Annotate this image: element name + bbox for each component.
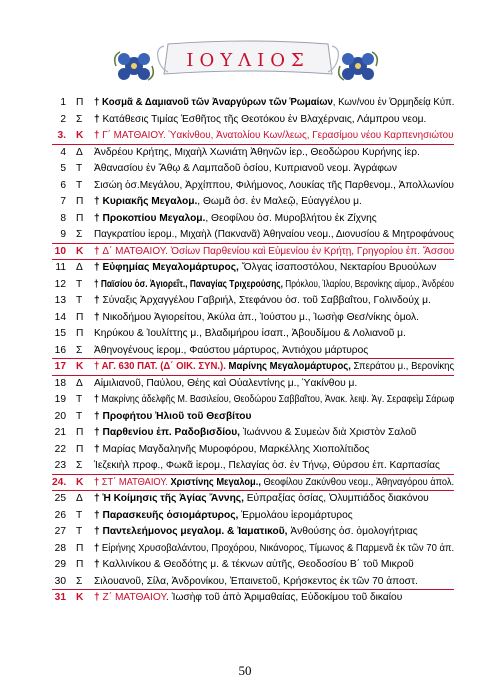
calendar-row: [52, 458, 454, 475]
feast-text: [94, 244, 454, 261]
calendar-row: [52, 211, 454, 228]
calendar-row: [52, 359, 454, 376]
cross-symbol: †: [94, 295, 103, 306]
feast-text: [94, 458, 454, 475]
feast-segment: Κοσμᾶ & Δαμιανοῦ τῶν Ἀναργύρων τῶν Ῥωμαίων: [102, 97, 333, 108]
feast-text: [94, 409, 454, 426]
weekday-letter: Τ: [76, 526, 83, 537]
day-number: 20: [54, 410, 66, 422]
weekday-letter: Τ: [76, 410, 83, 422]
right-floral-ornament-icon: [336, 46, 380, 86]
day-number: 5: [60, 163, 66, 174]
weekday-letter: Δ: [76, 146, 83, 158]
feast-segment: Κυριακῆς Μεγαλομ.: [102, 196, 198, 207]
feast-segment: ΑΓ. 630 ΠΑΤ. (Δ΄ ΟΙΚ. ΣΥΝ.).: [101, 361, 229, 372]
day-number: 27: [54, 526, 66, 537]
cross-symbol: †: [94, 509, 103, 521]
feast-text: [94, 541, 454, 558]
feast-segment: Ζ΄ ΜΑΤΘΑΙΟΥ: [102, 592, 166, 603]
calendar-row: [52, 178, 454, 195]
weekday-letter: Π: [76, 559, 84, 570]
feast-segment: Σπεράτου μ., Βερονίκης: [350, 361, 454, 372]
day-number: 23: [54, 460, 66, 471]
cross-symbol: †: [94, 262, 103, 273]
cross-symbol: †: [94, 427, 103, 438]
weekday-letter: Κ: [76, 130, 84, 141]
calendar-row: [52, 277, 454, 294]
feast-segment: Παϊσίου ὁσ. Ἁγιορεΐτ., Παναγίας Τριχερούσης,: [100, 278, 283, 290]
cross-symbol: †: [94, 196, 103, 207]
cross-symbol: †: [94, 278, 101, 290]
day-number: 16: [54, 344, 66, 356]
weekday-letter: Τ: [76, 278, 83, 290]
calendar-row: [52, 244, 454, 261]
feast-segment: Μαρίνης Μεγαλομάρτυρος,: [228, 361, 351, 372]
day-number: 19: [54, 394, 66, 405]
month-title: ΙΟΥΛΙΟΣ: [186, 50, 310, 71]
weekday-letter: Π: [76, 427, 84, 438]
day-number: 31: [54, 592, 66, 603]
day-number: 29: [54, 559, 66, 570]
day-number: 10: [54, 245, 66, 257]
calendar-row: [52, 326, 454, 343]
feast-segment: Ὄλγας ἰσαποστόλου, Νεκταρίου Βρυούλων: [238, 262, 437, 273]
feast-text: [94, 475, 454, 492]
weekday-letter: Π: [76, 443, 84, 455]
feast-segment: Μακρίνης ἀδελφῆς Μ. Βασιλείου, Θεοδώρου Σαββαΐτου, Ἀνακ. λειψ. Ἁγ. Σεραφεὶμ Σάρωφ: [101, 394, 454, 405]
feast-text: [94, 145, 454, 162]
day-number: 21: [54, 427, 66, 438]
calendar-row: [52, 145, 454, 162]
month-banner: [150, 38, 346, 82]
day-number: 4: [60, 146, 66, 158]
day-number: 8: [60, 212, 66, 224]
feast-segment: Παντελεήμονος μεγαλομ. & Ἰαματικοῦ,: [102, 526, 288, 537]
feast-text: [94, 310, 454, 327]
feast-segment: Εἰρήνης Χρυσοβαλάντου, Προχόρου, Νικάνορος, Τίμωνος & Παρμενᾶ ἐκ τῶν 70 ἀπ.: [101, 542, 454, 554]
cross-symbol: †: [94, 476, 102, 488]
feast-text: [94, 128, 454, 145]
weekday-letter: Π: [76, 212, 84, 224]
feast-segment: ΣΤ΄ ΜΑΤΘΑΙΟΥ.: [101, 476, 171, 488]
calendar-row: [52, 475, 454, 492]
feast-segment: Αἰμιλιανοῦ, Παύλου, Θέης καὶ Οὐαλεντίνης μ., Ὑακίνθου μ.: [94, 377, 358, 389]
calendar-row: [52, 392, 454, 409]
page-number: 50: [238, 663, 252, 678]
feast-text: [94, 178, 454, 195]
feast-segment: Ἰωάννου & Συμεὼν διὰ Χριστὸν Σαλοῦ: [240, 427, 417, 438]
feast-text: [94, 442, 454, 459]
feast-segment: , Κων/νου ἐν Ὀρμηδείᾳ Κύπ.: [332, 97, 454, 108]
weekday-letter: Τ: [76, 394, 83, 405]
weekday-letter: Τ: [76, 179, 83, 191]
left-floral-ornament-icon: [112, 46, 156, 86]
feast-segment: Ἑρμολάου ἱερομάρτυρος: [238, 509, 353, 521]
feast-segment: Ἀθηνογένους ἱερομ., Φαύστου μάρτυρος, Ἀντιόχου μάρτυρος: [94, 344, 369, 356]
feast-text: [94, 343, 454, 360]
weekday-letter: Κ: [76, 476, 84, 488]
calendar-row: [52, 590, 454, 607]
cross-symbol: †: [94, 311, 103, 323]
day-number: 17: [54, 361, 66, 372]
day-number: 9: [60, 229, 66, 240]
day-number: 28: [54, 542, 66, 554]
calendar-row: [52, 260, 454, 277]
feast-segment: Σιλουανοῦ, Σίλα, Ἀνδρονίκου, Ἐπαινετοῦ, Κρήσκεντος ἐκ τῶν 70 ἀποστ.: [94, 575, 418, 587]
day-number: 24.: [52, 476, 67, 488]
calendar-row: [52, 376, 454, 393]
day-number: 12: [54, 278, 66, 290]
calendar-row: [52, 557, 454, 574]
feast-segment: Γ΄ ΜΑΤΘΑΙΟΥ: [102, 130, 164, 141]
day-number: 6: [60, 179, 66, 191]
weekday-letter: Κ: [76, 592, 84, 603]
weekday-letter: Σ: [76, 575, 83, 587]
calendar-row: [52, 128, 454, 145]
day-number: 22: [54, 443, 66, 455]
feast-text: [94, 376, 454, 393]
day-number: 25: [54, 493, 66, 504]
feast-text: [94, 574, 454, 591]
feast-text: [94, 211, 454, 228]
feast-text: [94, 359, 454, 376]
weekday-letter: Δ: [76, 493, 83, 504]
feast-text: [94, 590, 454, 607]
feast-segment: Σισώη ὁσ.Μεγάλου, Ἀρχίππου, Φιλήμονος, Λουκίας τῆς Παρθενομ., Ἀπολλωνίου: [94, 179, 454, 191]
feast-text: [94, 95, 454, 112]
feast-segment: . Ὁσίων Παρθενίου καὶ Εὐμενίου ἐν Κρήτῃ, Γρηγορίου ἐπ. Ἄσσου: [165, 245, 454, 257]
feast-segment: Προκοπίου Μεγαλομ.: [102, 212, 206, 224]
cross-symbol: †: [94, 113, 103, 125]
feast-segment: Νικοδήμου Ἁγιορείτου, Ἀκύλα ἀπ., Ἰούστου μ., Ἰωσὴφ Θεσ/νίκης ὁμολ.: [102, 311, 419, 323]
weekday-letter: Π: [76, 328, 84, 339]
day-number: 1: [60, 97, 66, 108]
day-number: 18: [54, 377, 66, 389]
feast-segment: Κατάθεσις Τιμίας Ἐσθῆτος τῆς Θεοτόκου ἐν Βλαχέρναις, Λάμπρου νεομ.: [102, 113, 427, 125]
feast-segment: Ἰεζεκιὴλ προφ., Φωκᾶ ἱερομ., Πελαγίας ὁσ. ἐν Τήνῳ, Θύρσου ἐπ. Καρπασίας: [94, 460, 440, 471]
cross-symbol: †: [94, 212, 103, 224]
feast-segment: Ἀνδρέου Κρήτης, Μιχαὴλ Χωνιάτη Ἀθηνῶν ἱερ., Θεοδώρου Κυρήνης ἱερ.: [94, 146, 420, 158]
feast-segment: Κηρύκου & Ἰουλίττης μ., Βλαδιμήρου ἰσαπ., Ἀβουδίμου & Λολιανοῦ μ.: [94, 328, 406, 339]
calendar-row: [52, 524, 454, 541]
feast-segment: Ἀθανασίου ἐν Ἄθῳ & Λαμπαδοῦ ὁσίου, Κυπριανοῦ νεομ. Ἀγράφων: [94, 163, 397, 174]
feast-segment: Δ΄ ΜΑΤΘΑΙΟΥ: [102, 245, 166, 257]
feast-text: [94, 293, 454, 310]
day-number: 7: [60, 196, 66, 207]
cross-symbol: †: [94, 443, 103, 455]
feast-segment: , Θωμᾶ ὁσ. ἐν Μαλεῷ, Εὐαγγέλου μ.: [197, 196, 362, 207]
calendar-row: [52, 425, 454, 442]
cross-symbol: †: [94, 559, 103, 570]
calendar-row: [52, 343, 454, 360]
day-number: 30: [54, 575, 66, 587]
feast-segment: Ἡ Κοίμησις τῆς Ἁγίας Ἄννης,: [102, 493, 244, 504]
feast-segment: Παρασκευῆς ὁσιομάρτυρος,: [102, 509, 239, 521]
weekday-letter: Σ: [76, 113, 83, 125]
feast-segment: . Ἰωσὴφ τοῦ ἀπὸ Ἀριμαθαίας, Εὐδοκίμου τοῦ δικαίου: [165, 592, 403, 603]
calendar-row: [52, 508, 454, 525]
feast-text: [94, 260, 454, 277]
feast-text: [94, 392, 454, 409]
weekday-letter: Π: [76, 311, 84, 323]
calendar-row: [52, 194, 454, 211]
day-number: 13: [54, 295, 66, 306]
day-number: 26: [54, 509, 66, 521]
feast-text: [94, 194, 454, 211]
day-number: 3.: [57, 130, 66, 141]
weekday-letter: Τ: [76, 163, 83, 174]
feast-segment: , Θεοφίλου ὁσ. Μυροβλήτου ἐκ Ζίχνης: [205, 212, 377, 224]
feast-segment: Θεοφίλου Ζακύνθου νεομ., Ἀθηναγόρου ἀπολ.: [260, 476, 454, 488]
weekday-letter: Δ: [76, 262, 83, 273]
weekday-letter: Σ: [76, 344, 83, 356]
cross-symbol: †: [94, 361, 102, 372]
weekday-letter: Π: [76, 196, 84, 207]
weekday-letter: Σ: [76, 229, 83, 240]
feast-segment: Εὐπραξίας ὁσίας, Ὀλυμπιάδος διακόνου: [243, 493, 429, 504]
calendar-list: [52, 95, 454, 607]
cross-symbol: †: [94, 394, 102, 405]
cross-symbol: †: [94, 410, 103, 422]
feast-text: [94, 277, 454, 294]
feast-segment: Ἀνθούσης ὁσ. ὁμολογήτριας: [287, 526, 418, 537]
calendar-row: [52, 442, 454, 459]
cross-symbol: †: [94, 130, 103, 141]
weekday-letter: Τ: [76, 509, 83, 521]
calendar-row: [52, 161, 454, 178]
weekday-letter: Κ: [76, 245, 84, 257]
calendar-row: [52, 95, 454, 112]
feast-segment: . Ὑακίνθου, Ἀνατολίου Κων/λεως, Γερασίμου νέου Καρπενησιώτου: [163, 130, 454, 141]
feast-text: [94, 557, 454, 574]
cross-symbol: †: [94, 493, 103, 504]
feast-text: [94, 425, 454, 442]
day-number: 15: [54, 328, 66, 339]
feast-segment: Μαρίας Μαγδαληνῆς Μυροφόρου, Μαρκέλλης Χιοπολίτιδος: [102, 443, 370, 455]
day-number: 2: [60, 113, 66, 125]
calendar-row: [52, 574, 454, 591]
feast-text: [94, 508, 454, 525]
calendar-row: [52, 227, 454, 244]
cross-symbol: †: [94, 542, 102, 554]
feast-text: [94, 112, 454, 129]
cross-symbol: †: [94, 526, 103, 537]
feast-segment: Παγκρατίου ἱερομ., Μιχαὴλ (Πακνανᾶ) Ἀθηναίου νεομ., Διονυσίου & Μητροφάνους: [94, 229, 454, 240]
feast-text: [94, 227, 454, 244]
weekday-letter: Π: [76, 542, 84, 554]
cross-symbol: †: [94, 592, 103, 603]
cross-symbol: †: [94, 97, 103, 108]
day-number: 14: [54, 311, 66, 323]
feast-text: [94, 491, 454, 508]
calendar-row: [52, 491, 454, 508]
cross-symbol: †: [94, 245, 103, 257]
calendar-row: [52, 409, 454, 426]
weekday-letter: Δ: [76, 377, 83, 389]
feast-segment: Προφήτου Ἠλιοῦ τοῦ Θεσβίτου: [102, 410, 252, 422]
feast-segment: Σύναξις Ἀρχαγγέλου Γαβριήλ, Στεφάνου ὁσ. τοῦ Σαββαΐτου, Γολινδούχ μ.: [102, 295, 431, 306]
feast-segment: Πρόκλου, Ἱλαρίου, Βερονίκης αἱμορ., Ἀνδρέου: [282, 278, 454, 290]
weekday-letter: Π: [76, 97, 84, 108]
feast-segment: Χριστίνης Μεγαλομ.,: [170, 476, 261, 488]
calendar-row: [52, 112, 454, 129]
feast-segment: Εὐφημίας Μεγαλομάρτυρος,: [102, 262, 239, 273]
feast-text: [94, 326, 454, 343]
calendar-row: [52, 541, 454, 558]
calendar-row: [52, 293, 454, 310]
weekday-letter: Τ: [76, 295, 83, 306]
feast-text: [94, 524, 454, 541]
feast-segment: Καλλινίκου & Θεοδότης μ. & τέκνων αὐτῆς, Θεοδοσίου Β΄ τοῦ Μικροῦ: [102, 559, 414, 570]
day-number: 11: [55, 262, 66, 273]
weekday-letter: Κ: [76, 361, 84, 372]
weekday-letter: Σ: [76, 460, 83, 471]
calendar-row: [52, 310, 454, 327]
feast-text: [94, 161, 454, 178]
feast-segment: Παρθενίου ἐπ. Ραδοβισδίου,: [102, 427, 241, 438]
